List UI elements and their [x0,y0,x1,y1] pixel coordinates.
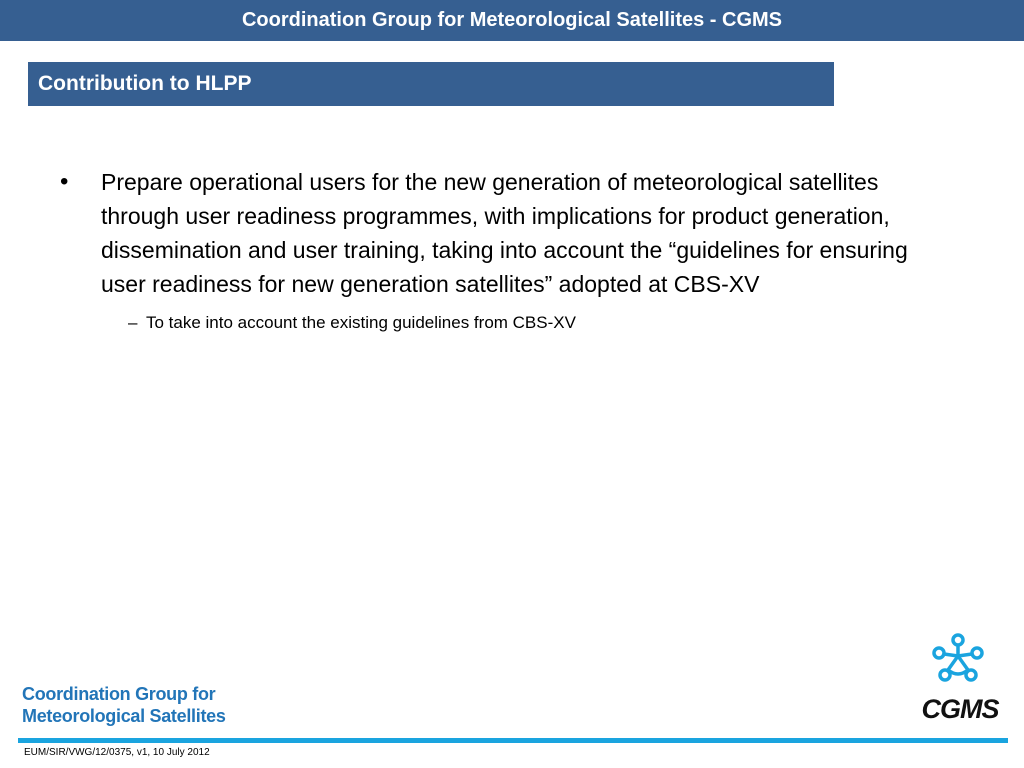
bullet-text: Prepare operational users for the new generation of meteorological satellites through user readiness programmes, with implications for product generation, dissemination and user training, taking into account the “guidelines for ensuring user readiness for new generation satellites” adopted at CBS-XV [101,169,908,297]
logo-text: CGMS [921,694,999,724]
footer-org-name [22,683,226,727]
sub-bullet-item [128,311,960,335]
sub-bullet-marker: – [128,313,138,332]
header-bar [0,0,1024,41]
section-title-bar [28,62,834,106]
section-title: Contribution to HLPP [38,72,252,95]
cgms-logo [908,632,1012,726]
footer-divider [18,738,1008,743]
footer-org-line1: Coordination Group for [22,684,216,704]
header-title: Coordination Group for Meteorological Satellites - CGMS [241,9,783,31]
document-id: EUM/SIR/VWG/12/0375, v1, 10 July 2012 [24,747,210,758]
cgms-network-icon [930,632,986,684]
slide-content [60,165,960,335]
footer-org-line2: Meteorological Satellites [22,706,226,726]
bullet-marker: • [60,168,69,195]
sub-bullet-text: To take into account the existing guidelines from CBS-XV [146,313,576,332]
bullet-item [60,165,960,301]
